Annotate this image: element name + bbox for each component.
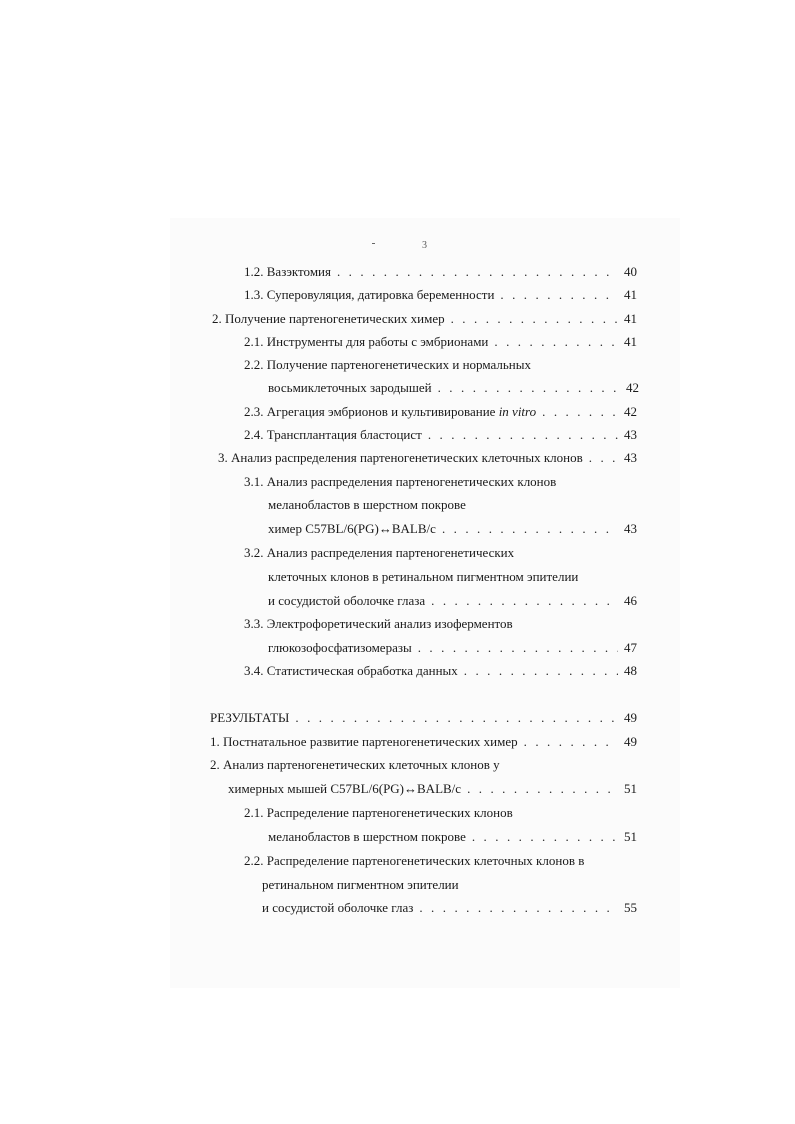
toc-entry: химерных мышей C57BL/6(PG)↔BALB/c . . . 51 [228, 781, 637, 797]
toc-entry: и сосудистой оболочке глаза . . . 46 [268, 593, 637, 609]
toc-entry: 2.4. Трансплантация бластоцист . . . 43 [244, 427, 637, 443]
toc-entry-line: 2.1. Распределение партеногенетических клонов [244, 805, 513, 820]
toc-entry: 1.2. Вазэктомия . . . 40 [244, 264, 637, 280]
toc-entry-line: 3.3. Электрофоретический анализ изоферментов [244, 616, 513, 631]
toc-entry: 3. Анализ распределения партеногенетических клеточных клонов . . . 43 [218, 450, 637, 466]
toc-entry-line: 3.2. Анализ распределения партеногенетических [244, 545, 515, 560]
scan-speck [372, 243, 375, 244]
toc-entry-line: 3.1. Анализ распределения партеногенетических клонов [244, 474, 557, 489]
toc-entry-line: 2. Анализ партеногенетических клеточных клонов у [210, 757, 500, 772]
toc-entry: 3.4. Статистическая обработка данных . . . 48 [244, 663, 637, 679]
toc-entry: 1.3. Суперовуляция, датировка беременности . . . 41 [244, 287, 637, 303]
toc-entry: и сосудистой оболочке глаз . . . 55 [262, 900, 637, 916]
toc-entry-line: ретинальном пигментном эпителии [262, 877, 459, 892]
toc-entry-results-heading: РЕЗУЛЬТАТЫ . . . 49 [210, 710, 637, 726]
toc-entry: 1. Постнатальное развитие партеногенетических химер . . . 49 [210, 734, 637, 750]
page-number: 3 [422, 240, 427, 251]
toc-entry-line: клеточных клонов в ретинальном пигментном эпителии [268, 569, 579, 584]
toc-entry-line: 2.2. Распределение партеногенетических клеточных клонов в [244, 853, 585, 868]
toc-entry: глюкозофосфатизомеразы . . . 47 [268, 640, 637, 656]
toc-entry: меланобластов в шерстном покрове . . . 51 [268, 829, 637, 845]
toc-entry-line: 2.2. Получение партеногенетических и нормальных [244, 357, 531, 372]
toc-entry: химер C57BL/6(PG)↔BALB/c . . . 43 [268, 521, 637, 537]
toc-entry: 2. Получение партеногенетических химер . . . 41 [212, 311, 637, 327]
toc-entry-line: меланобластов в шерстном покрове [268, 497, 466, 512]
toc-entry: 2.3. Агрегация эмбрионов и культивирование in vitro . . . 42 [244, 404, 637, 420]
toc-entry: 2.1. Инструменты для работы с эмбрионами . . . 41 [244, 334, 637, 350]
toc-entry: восьмиклеточных зародышей . . . 42 [268, 380, 639, 396]
